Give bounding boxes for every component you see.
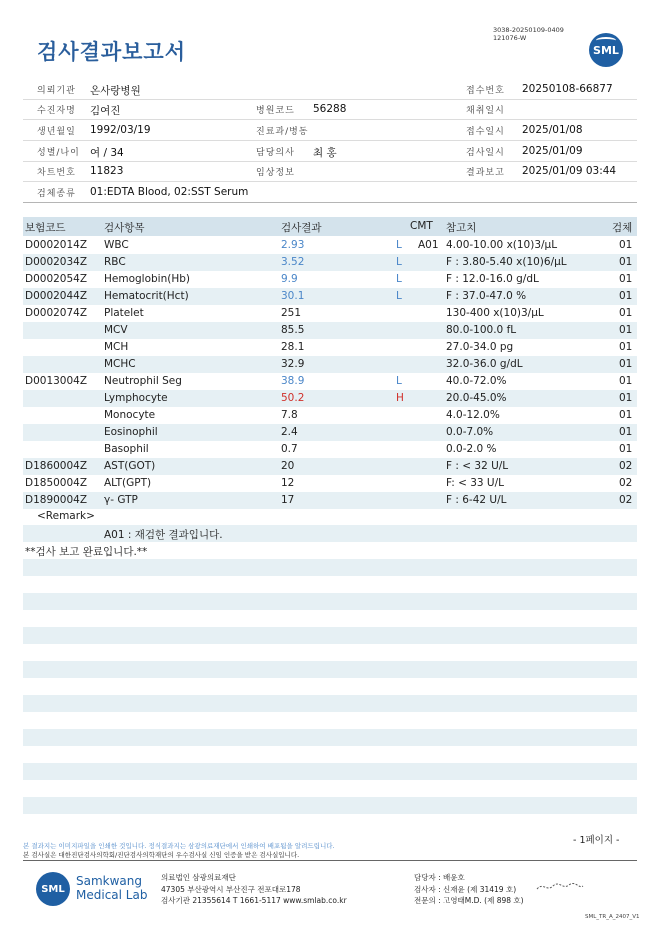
document-id: 3038-20250109-0409 121076-W [493,26,564,42]
test-item: WBC [104,239,129,251]
test-result: 2.93 [281,239,305,251]
reference-range: 27.0-34.0 pg [446,341,514,353]
specimen-code: 01 [619,426,633,438]
reference-range: F: < 33 U/L [446,477,505,489]
result-flag: L [396,375,402,387]
hospital-value: 온사랑병원 [90,85,141,97]
empty-row [23,627,637,644]
org-contact: 검사기관 21355614 T 1661-5117 www.smlab.co.kr [161,896,347,905]
table-row [23,458,637,475]
org-name: 의료법인 삼광의료재단 [161,873,236,882]
reference-range: 4.0-12.0% [446,409,500,421]
result-flag: L [396,239,402,251]
table-row [23,271,637,288]
table-row [23,254,637,271]
test-result: 30.1 [281,290,305,302]
remark-text-row: A01 : 재검한 결과입니다. [23,525,637,542]
table-row [23,322,637,339]
table-row [23,288,637,305]
empty-row [23,729,637,746]
remark-label-row: <Remark> [37,510,95,522]
reference-range: 32.0-36.0 g/dL [446,358,523,370]
test-item: Eosinophil [104,426,158,438]
test-result: 85.5 [281,324,305,336]
test-item: AST(GOT) [104,460,156,472]
empty-row [23,695,637,712]
specimen-code: 01 [619,307,633,319]
specimen-code: 01 [619,409,633,421]
empty-row [23,559,637,576]
table-row [23,441,637,458]
test-item: Hemoglobin(Hb) [104,273,191,285]
test-item: MCHC [104,358,136,370]
reference-range: 130-400 x(10)3/μL [446,307,544,319]
test-item: MCV [104,324,128,336]
table-row [23,237,637,254]
page-title: 검사결과보고서 [37,40,187,64]
specimen-code: 01 [619,443,633,455]
reference-range: 80.0-100.0 fL [446,324,517,336]
report-date-value: 2025/01/09 03:44 [522,165,617,177]
sml-logo-icon: SML [589,33,623,67]
test-result: 0.7 [281,443,298,455]
sex-age-value: 여 / 34 [90,147,124,159]
insurance-code: D1850004Z [25,477,88,489]
test-item: Neutrophil Seg [104,375,182,387]
tester-info: 검사자 : 신재윤 (제 31419 호) [414,885,517,894]
table-row [23,356,637,373]
specimen-code: 01 [619,273,633,285]
specimen-code: 02 [619,460,633,472]
test-item: Lymphocyte [104,392,168,404]
empty-row [23,593,637,610]
test-date-value: 2025/01/09 [522,145,583,157]
test-result: 7.8 [281,409,298,421]
form-code: SML_TR_A_2407_V1 [585,914,640,920]
info-row-5: 차트번호 11823 임상정보 결과보고 2025/01/09 03:44 [23,161,637,182]
comment-code: A01 [418,239,439,251]
birth-value: 1992/03/19 [90,124,151,136]
info-row-4: 성별/나이 여 / 34 담당의사 최 홍 검사일시 2025/01/09 [23,141,637,162]
doctor-value: 최 홍 [313,147,337,159]
test-result: 2.4 [281,426,298,438]
image-notice: 본 결과지는 이미지파일을 인쇄한 것입니다. 정식결과지는 삼광의료재단에서 인쇄하여 배포됨을 알려드립니다. [23,842,335,850]
specimen-value: 01:EDTA Blood, 02:SST Serum [90,186,249,198]
specimen-code: 01 [619,239,633,251]
reception-date-value: 2025/01/08 [522,124,583,136]
reference-range: F : 6-42 U/L [446,494,507,506]
insurance-code: D0002014Z [25,239,88,251]
specimen-code: 01 [619,290,633,302]
reference-range: 0.0-2.0 % [446,443,497,455]
reference-range: 4.00-10.00 x(10)3/μL [446,239,558,251]
specimen-code: 02 [619,477,633,489]
result-flag: L [396,290,402,302]
reception-no-value: 20250108-66877 [522,83,613,95]
test-result: 28.1 [281,341,305,353]
table-row [23,339,637,356]
reference-range: 40.0-72.0% [446,375,507,387]
specimen-code: 01 [619,256,633,268]
insurance-code: D0002074Z [25,307,88,319]
test-result: 50.2 [281,392,305,404]
report-complete-row: **검사 보고 완료입니다.** [25,546,148,558]
test-result: 251 [281,307,302,319]
reference-range: F : 12.0-16.0 g/dL [446,273,539,285]
test-item: MCH [104,341,129,353]
test-result: 12 [281,477,295,489]
test-result: 38.9 [281,375,305,387]
table-row [23,305,637,322]
specimen-code: 01 [619,375,633,387]
specialist-info: 전문의 : 고영태M.D. (제 898 호) [414,896,524,905]
table-row [23,492,637,509]
empty-row [23,763,637,780]
result-flag: L [396,256,402,268]
test-result: 3.52 [281,256,305,268]
test-result: 20 [281,460,295,472]
table-row [23,390,637,407]
test-item: Platelet [104,307,144,319]
insurance-code: D0002044Z [25,290,88,302]
footer-logo-text: Samkwang Medical Lab [76,874,148,902]
test-item: Monocyte [104,409,156,421]
test-result: 9.9 [281,273,298,285]
table-row [23,475,637,492]
reference-range: 20.0-45.0% [446,392,507,404]
empty-row [23,797,637,814]
result-flag: H [396,392,404,404]
result-flag: L [396,273,402,285]
info-row-3: 생년월일 1992/03/19 진료과/병동 접수일시 2025/01/08 [23,120,637,141]
test-item: RBC [104,256,126,268]
reference-range: F : 3.80-5.40 x(10)6/μL [446,256,567,268]
info-row-2: 수진자명 김여진 병원코드 56288 채취일시 [23,99,637,120]
test-item: γ- GTP [104,494,138,506]
insurance-code: D1860004Z [25,460,88,472]
patient-value: 김여진 [90,105,121,117]
specimen-code: 02 [619,494,633,506]
table-row [23,424,637,441]
hospital-code-value: 56288 [313,103,347,115]
empty-row [23,661,637,678]
specimen-code: 01 [619,341,633,353]
insurance-code: D0002054Z [25,273,88,285]
reference-range: F : < 32 U/L [446,460,509,472]
certification-notice: 본 검사실은 대한진단검사의학회/진단검사의학재단의 우수검사실 신임 인증을 받은 검사실입니다. [23,851,300,859]
footer-sml-logo-icon: SML [36,872,70,906]
test-item: ALT(GPT) [104,477,152,489]
org-address: 47305 부산광역시 부산진구 전포대로178 [161,885,301,894]
footer-divider [23,860,637,861]
page-number: - 1페이지 - [573,835,620,846]
test-item: Hematocrit(Hct) [104,290,189,302]
chart-value: 11823 [90,165,124,177]
specimen-code: 01 [619,358,633,370]
test-result: 17 [281,494,295,506]
info-row-6: 검체종류 01:EDTA Blood, 02:SST Serum [23,182,637,203]
table-row [23,407,637,424]
insurance-code: D0002034Z [25,256,88,268]
table-row [23,373,637,390]
specimen-code: 01 [619,392,633,404]
test-item: Basophil [104,443,149,455]
reference-range: 0.0-7.0% [446,426,494,438]
specimen-code: 01 [619,324,633,336]
info-row-1: 의뢰기관 온사랑병원 접수번호 20250108-66877 [23,79,637,100]
results-table-header: 보험코드 검사항목 검사결과 CMT 참고치 검체 [23,217,637,236]
insurance-code: D0013004Z [25,375,88,387]
reference-range: F : 37.0-47.0 % [446,290,527,302]
signature-icon [535,880,585,894]
test-result: 32.9 [281,358,305,370]
manager-info: 담당자 : 배윤호 [414,873,465,882]
insurance-code: D1890004Z [25,494,88,506]
